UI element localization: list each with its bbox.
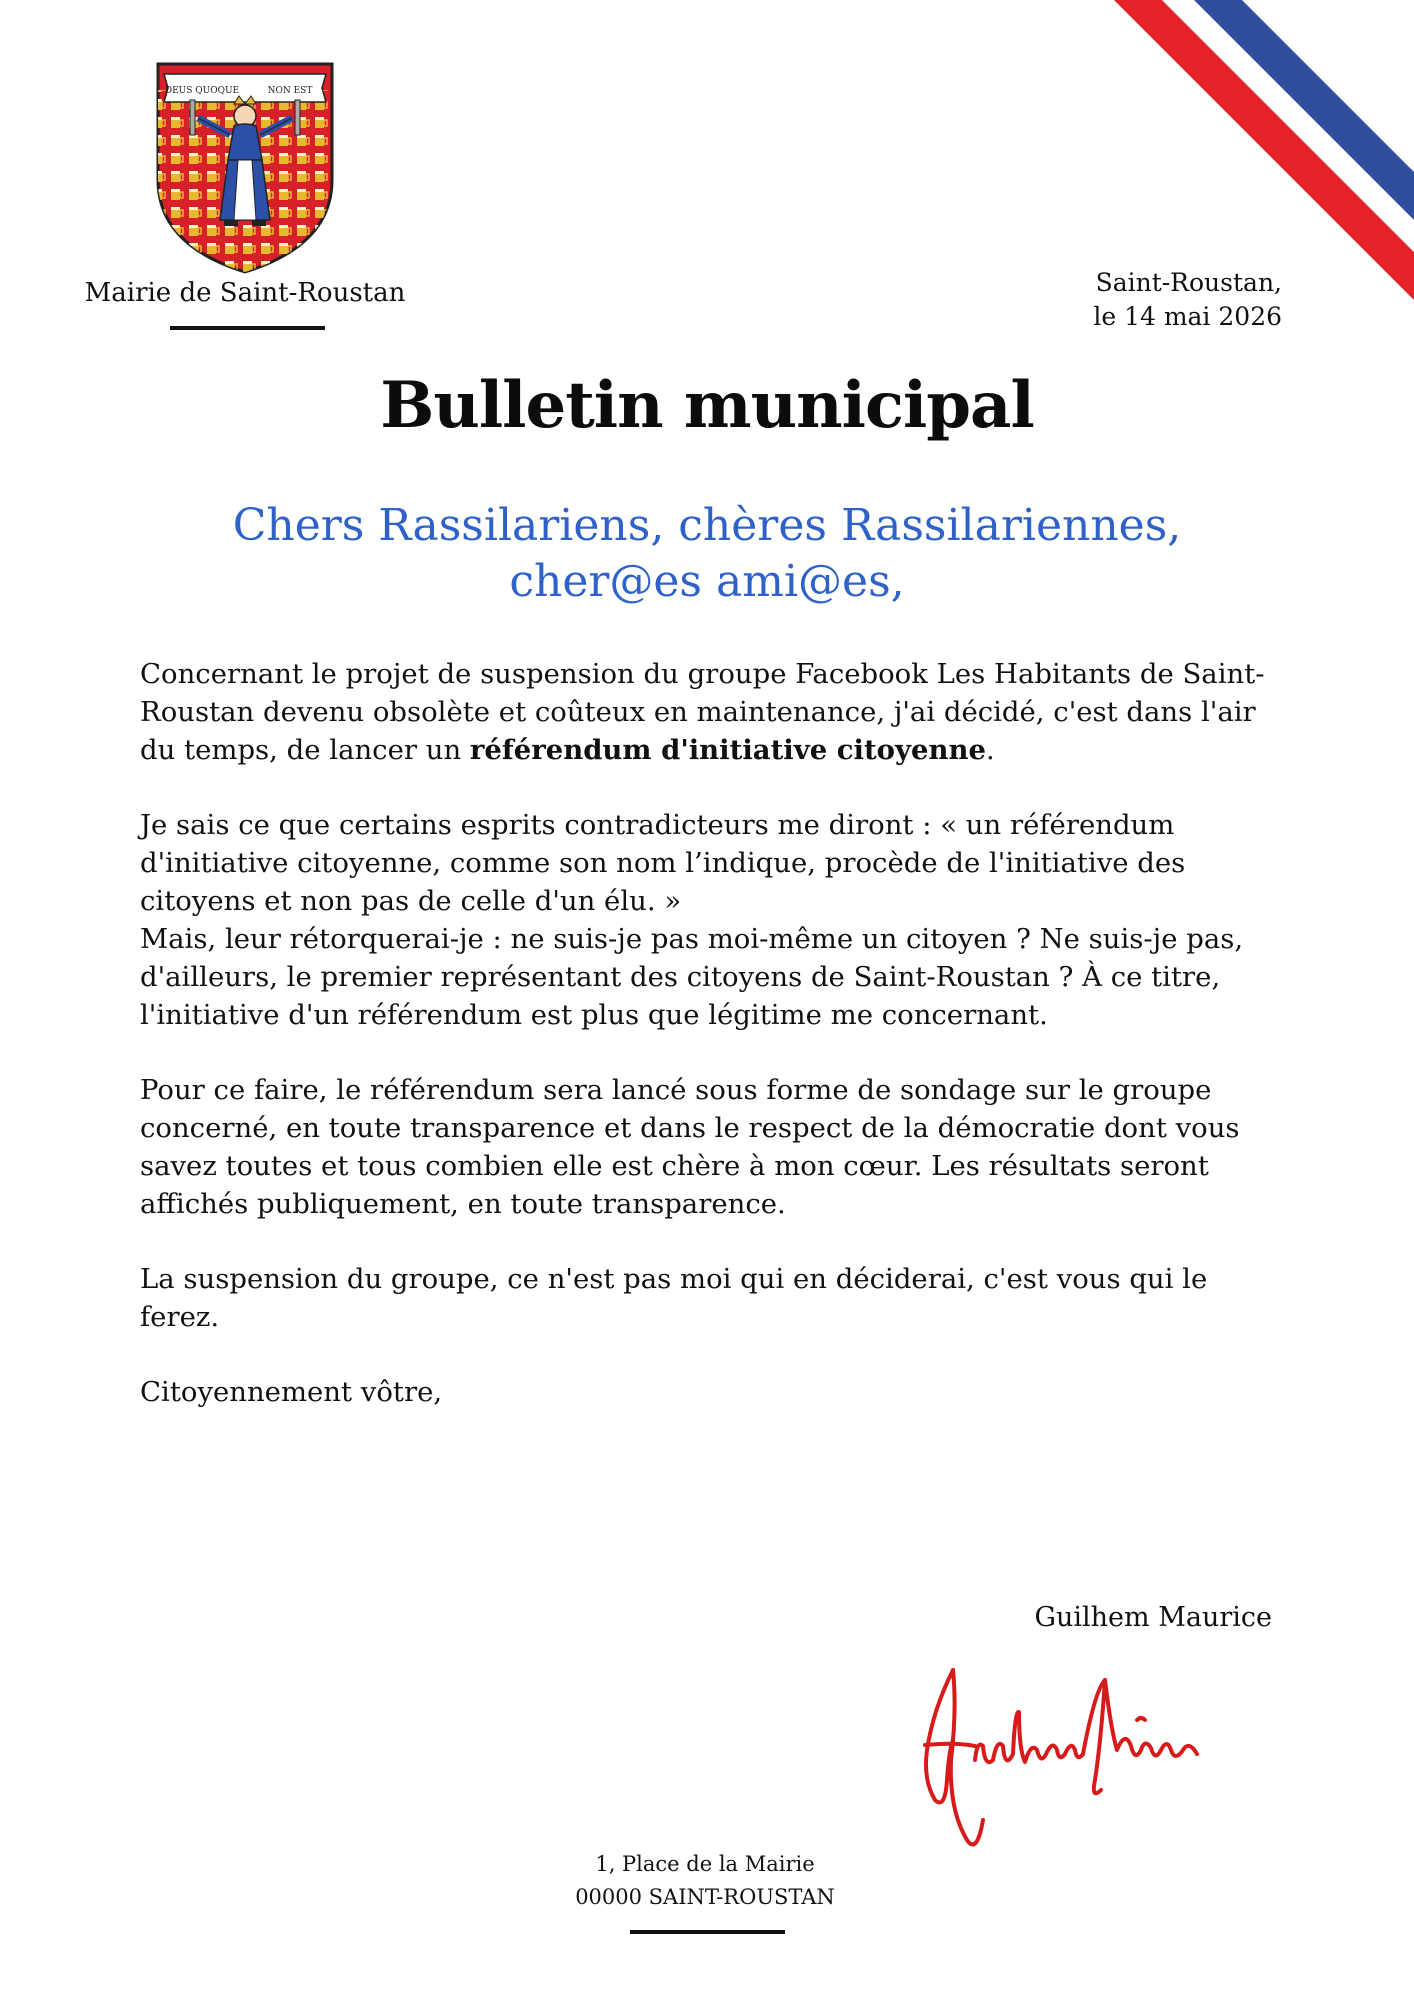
paragraph-1-text: Concernant le projet de suspension du groupe Facebook Les Habitants de Saint-Roustan devenu obsolète et coûteux en maintenance, j'ai décidé, c'est dans l'air du temps, de lancer un: [140, 658, 1265, 766]
page-title: Bulletin municipal: [380, 368, 1034, 443]
closing: Citoyennement vôtre,: [140, 1376, 443, 1408]
dateline: [1093, 266, 1282, 334]
handwritten-signature: [905, 1650, 1225, 1860]
motto-right: NON EST: [267, 86, 313, 96]
paragraph-2b: Mais, leur rétorquerai-je : ne suis-je pas moi-même un citoyen ? Ne suis-je pas, d'ailleurs, le premier représentant des citoyens de Saint-Roustan ? À ce titre, l'initiative d'un référendum est plus que légitime me concernant.: [140, 923, 1244, 1031]
dateline-date: le 14 mai 2026: [1093, 302, 1282, 331]
footer-address: [480, 1848, 930, 1914]
paragraph-1: [140, 655, 1280, 769]
paragraph-3: Pour ce faire, le référendum sera lancé sous forme de sondage sur le groupe concerné, en toute transparence et dans le respect de la démocratie dont vous savez toutes et tous combien elle est chère à mon cœur. Les résultats seront affichés publiquement, en toute transparence.: [140, 1074, 1240, 1220]
greeting-line-2: cher@es ami@es,: [509, 556, 905, 607]
paragraph-2a: Je sais ce que certains esprits contradicteurs me diront : « un référendum d'initiative citoyenne, comme son nom l’indique, procède de l'initiative des citoyens et non pas de celle d'un élu. »: [140, 809, 1186, 917]
address-line-2: 00000 SAINT-ROUSTAN: [575, 1885, 835, 1909]
letter-body: [140, 655, 1280, 1448]
dateline-place: Saint-Roustan,: [1095, 268, 1282, 297]
paragraph-1-bold: référendum d'initiative citoyenne: [469, 734, 986, 766]
coat-of-arms: [150, 60, 340, 275]
greeting: [120, 498, 1294, 610]
paragraph-1-end: .: [986, 734, 995, 766]
mairie-label: Mairie de Saint-Roustan: [84, 278, 406, 308]
address-line-1: 1, Place de la Mairie: [595, 1852, 815, 1876]
divider-top: [170, 326, 325, 330]
motto-left: DEUS QUOQUE: [164, 86, 240, 96]
signer-name: Guilhem Maurice: [1034, 1602, 1272, 1633]
greeting-line-1: Chers Rassilariens, chères Rassilariennes,: [232, 500, 1182, 551]
paragraph-4: La suspension du groupe, ce n'est pas moi qui en déciderai, c'est vous qui le ferez.: [140, 1263, 1208, 1333]
divider-bottom: [630, 1930, 785, 1934]
